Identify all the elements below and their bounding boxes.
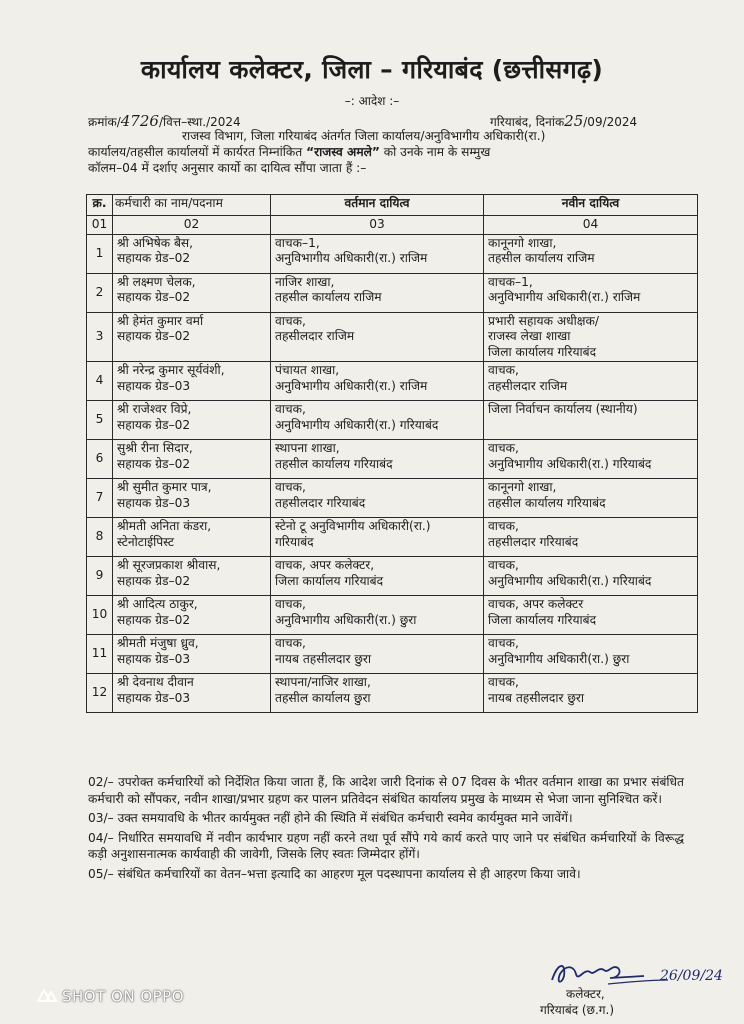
new-duty: वाचक, अनुविभागीय अधिकारी(रा.) गरियाबंद	[484, 440, 698, 479]
serial-number: 10	[87, 596, 113, 635]
order-heading: –: आदेश :–	[344, 94, 400, 108]
employee-name: श्री अभिषेक बैस, सहायक ग्रेड–02	[113, 234, 271, 273]
handwritten-ref-number: 4726	[120, 112, 159, 130]
current-duty: वाचक, नायब तहसीलदार छुरा	[271, 635, 484, 674]
table-row	[87, 362, 698, 401]
new-duty: वाचक, अनुविभागीय अधिकारी(रा.) गरियाबंद	[484, 557, 698, 596]
paragraph-04: 04/– निर्धारित समयावधि में नवीन कार्यभार ग्रहण नहीं करने तथा पूर्व सौंपे गये कार्य करते पाए जाने पर संबंधित कर्मचारियों के विरूद्ध कड़ी अनुशासनात्मक कार्यवाही की जावेगी, जिसके लिए स्वतः जिम्मेदार होंगें।	[88, 830, 684, 861]
current-duty: वाचक, अनुविभागीय अधिकारी(रा.) गरियाबंद	[271, 401, 484, 440]
table-row	[87, 635, 698, 674]
header-name: कर्मचारी का नाम/पदनाम	[113, 195, 271, 216]
signer-office: गरियाबंद (छ.ग.)	[540, 1003, 615, 1017]
new-duty: वाचक, नायब तहसीलदार छुरा	[484, 674, 698, 713]
serial-number: 8	[87, 518, 113, 557]
employee-name: श्री हेमंत कुमार वर्मा सहायक ग्रेड–02	[113, 312, 271, 362]
employee-name: श्री सुमीत कुमार पात्र, सहायक ग्रेड–03	[113, 479, 271, 518]
serial-number: 3	[87, 312, 113, 362]
table-row	[87, 440, 698, 479]
header-new: नवीन दायित्व	[484, 195, 698, 216]
employee-name: श्रीमती अनिता कंडरा, स्टेनोटाईपिस्ट	[113, 518, 271, 557]
current-duty: वाचक, अनुविभागीय अधिकारी(रा.) छुरा	[271, 596, 484, 635]
new-duty: वाचक, तहसीलदार गरियाबंद	[484, 518, 698, 557]
new-duty: वाचक–1, अनुविभागीय अधिकारी(रा.) राजिम	[484, 273, 698, 312]
paragraph-02: 02/– उपरोक्त कर्मचारियों को निर्देशित किया जाता हैं, कि आदेश जारी दिनांक से 07 दिवस के भीतर वर्तमान शाखा का प्रभार संबंधित कर्मचारी को सौंपकर, नवीन शाखा/प्रभार ग्रहण कर पालन प्रतिवेदन संबंधित कार्यालय प्रमुख के माध्यम से भेजा जाना सुनिश्चित करें।	[88, 775, 684, 806]
serial-number: 7	[87, 479, 113, 518]
header-current: वर्तमान दायित्व	[271, 195, 484, 216]
new-duty: वाचक, अनुविभागीय अधिकारी(रा.) छुरा	[484, 635, 698, 674]
employee-name: श्री देवनाथ दीवान सहायक ग्रेड–03	[113, 674, 271, 713]
current-duty: वाचक, तहसीलदार राजिम	[271, 312, 484, 362]
table-row	[87, 557, 698, 596]
employee-name: श्रीमती मंजुषा ध्रुव, सहायक ग्रेड–03	[113, 635, 271, 674]
new-duty: कानूनगो शाखा, तहसील कार्यालय गरियाबंद	[484, 479, 698, 518]
table-row	[87, 596, 698, 635]
paragraph-03: 03/– उक्त समयावधि के भीतर कार्यमुक्त नहीं होने की स्थिति में संबंधित कर्मचारी स्वमेव कार्यमुक्त माने जावेंगें।	[88, 811, 573, 825]
new-duty: प्रभारी सहायक अधीक्षक/ राजस्व लेखा शाखा जिला कार्यालय गरियाबंद	[484, 312, 698, 362]
new-duty: वाचक, अपर कलेक्टर जिला कार्यालय गरियाबंद	[484, 596, 698, 635]
current-duty: वाचक, तहसीलदार गरियाबंद	[271, 479, 484, 518]
employee-name: श्री सूरजप्रकाश श्रीवास, सहायक ग्रेड–02	[113, 557, 271, 596]
table-body	[87, 234, 698, 713]
employee-name: श्री लक्ष्मण चेलक, सहायक ग्रेड–02	[113, 273, 271, 312]
new-duty: कानूनगो शाखा, तहसील कार्यालय राजिम	[484, 234, 698, 273]
order-date: गरियाबंद, दिनांक25/09/2024	[490, 112, 638, 130]
table-row	[87, 674, 698, 713]
current-duty: वाचक–1, अनुविभागीय अधिकारी(रा.) राजिम	[271, 234, 484, 273]
current-duty: पंचायत शाखा, अनुविभागीय अधिकारी(रा.) राजिम	[271, 362, 484, 401]
oppo-triangle-icon	[36, 987, 58, 1007]
table-row	[87, 479, 698, 518]
table-header-row	[87, 195, 698, 216]
current-duty: स्थापना शाखा, तहसील कार्यालय गरियाबंद	[271, 440, 484, 479]
current-duty: स्टेनो टू अनुविभागीय अधिकारी(रा.) गरियाबंद	[271, 518, 484, 557]
current-duty: नाजिर शाखा, तहसील कार्यालय राजिम	[271, 273, 484, 312]
serial-number: 2	[87, 273, 113, 312]
highlight-term: “राजस्व अमले”	[306, 145, 380, 159]
employee-name: श्री राजेश्वर विप्रे, सहायक ग्रेड–02	[113, 401, 271, 440]
camera-watermark: SHOT ON OPPO	[36, 987, 184, 1007]
serial-number: 12	[87, 674, 113, 713]
signer-block	[540, 986, 615, 1018]
signer-title: कलेक्टर,	[566, 987, 605, 1001]
table-row	[87, 312, 698, 362]
assignment-table	[86, 194, 698, 713]
employee-name: सुश्री रीना सिदार, सहायक ग्रेड–02	[113, 440, 271, 479]
office-title: कार्यालय कलेक्टर, जिला – गरियाबंद (छत्तीसगढ़)	[140, 55, 604, 84]
intro-paragraph: राजस्व विभाग, जिला गरियाबंद अंतर्गत जिला कार्यालय/अनुविभागीय अधिकारी(रा.) कार्यालय/तहसील कार्यालयों में कार्यरत निम्नांकित “राजस्व अमले” को उनके नाम के सम्मुख कॉलम–04 में दर्शाए अनुसार कार्यो का दायित्व सौंपा जाता हैं :–	[88, 129, 546, 175]
table-row	[87, 401, 698, 440]
serial-number: 5	[87, 401, 113, 440]
column-number-row: 01 02 03 04	[87, 216, 698, 235]
current-duty: स्थापना/नाजिर शाखा, तहसील कार्यालय छुरा	[271, 674, 484, 713]
table-row	[87, 273, 698, 312]
serial-number: 6	[87, 440, 113, 479]
table-row	[87, 234, 698, 273]
new-duty: जिला निर्वाचन कार्यालय (स्थानीय)	[484, 401, 698, 440]
handwritten-date-day: 25	[564, 112, 584, 130]
serial-number: 9	[87, 557, 113, 596]
serial-number: 4	[87, 362, 113, 401]
signature-date: 26/09/24	[660, 968, 723, 984]
reference-number: क्रमांक/4726/वित्त–स्था./2024	[88, 112, 241, 130]
header-serial: क्र.	[87, 195, 113, 216]
serial-number: 11	[87, 635, 113, 674]
paragraph-05: 05/– संबंधित कर्मचारियों का वेतन–भत्ता इत्यादि का आहरण मूल पदस्थापना कार्यालय से ही आहरण किया जावे।	[88, 866, 581, 881]
serial-number: 1	[87, 234, 113, 273]
employee-name: श्री आदित्य ठाकुर, सहायक ग्रेड–02	[113, 596, 271, 635]
instructions	[88, 774, 684, 885]
employee-name: श्री नरेन्द्र कुमार सूर्यवंशी, सहायक ग्रेड–03	[113, 362, 271, 401]
new-duty: वाचक, तहसीलदार राजिम	[484, 362, 698, 401]
table-row	[87, 518, 698, 557]
current-duty: वाचक, अपर कलेक्टर, जिला कार्यालय गरियाबंद	[271, 557, 484, 596]
